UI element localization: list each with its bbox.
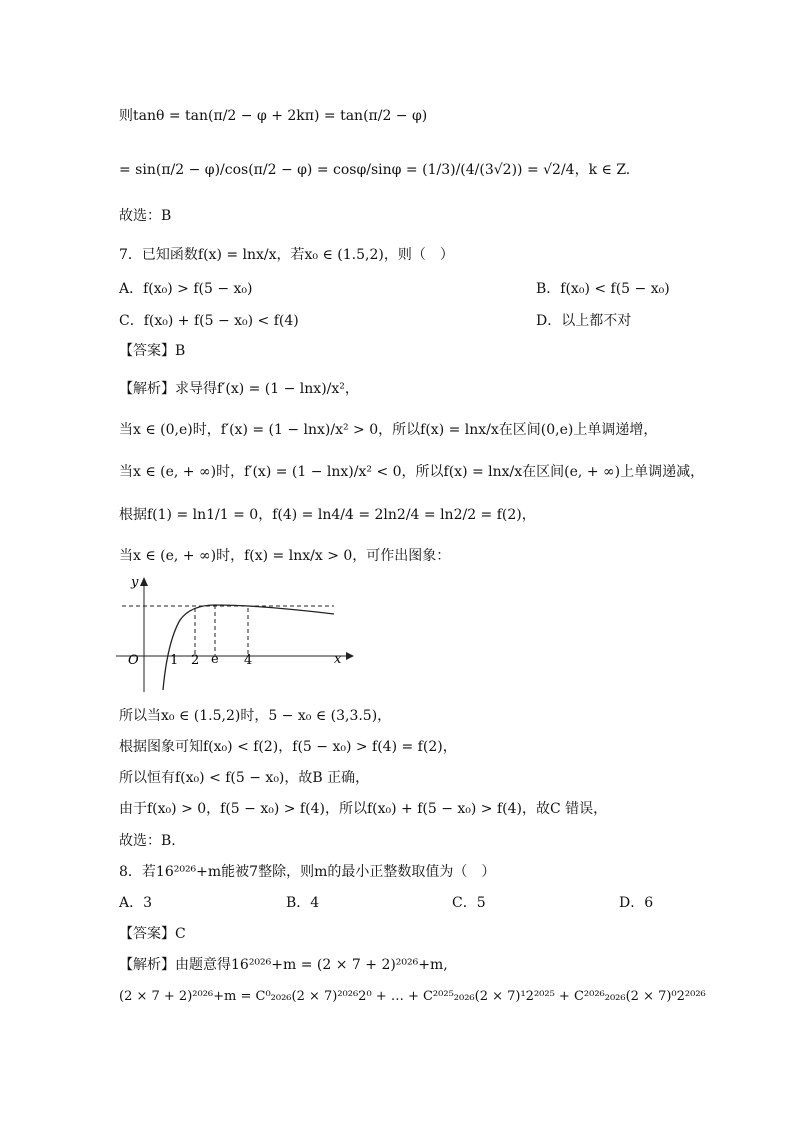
q7-option-a: A．f(x₀) > f(5 − x₀) bbox=[119, 281, 253, 297]
q7-option-d: D．以上都不对 bbox=[536, 313, 632, 329]
q7-solution-8: 所以恒有f(x₀) < f(5 − x₀)，故B 正确， bbox=[119, 770, 370, 786]
function-graph bbox=[114, 572, 354, 697]
q7-option-c: C．f(x₀) + f(5 − x₀) < f(4) bbox=[119, 313, 299, 329]
tick-label-2: 2 bbox=[191, 653, 200, 668]
q7-solution-5: 当x ∈ (e, + ∞)时，f(x) = lnx/x > 0，可作出图象： bbox=[119, 548, 451, 564]
question-7: 7．已知函数f(x) = lnx/x，若x₀ ∈ (1.5,2)，则（ ） bbox=[119, 247, 454, 263]
tick-label-1: 1 bbox=[170, 653, 179, 668]
x-label: x bbox=[334, 652, 342, 667]
q7-solution-4: 根据f(1) = ln1/1 = 0，f(4) = ln4/4 = 2ln2/4 = ln2/2 = f(2)， bbox=[119, 507, 536, 523]
q8-option-a: A．3 bbox=[119, 895, 153, 911]
q8-answer: 【答案】C bbox=[119, 926, 186, 942]
q8-option-c: C．5 bbox=[452, 895, 486, 911]
q8-solution-1: 【解析】由题意得16²⁰²⁶+m = (2 × 7 + 2)²⁰²⁶+m, bbox=[119, 957, 448, 973]
q7-answer: 【答案】B bbox=[119, 343, 186, 359]
y-axis-arrow bbox=[140, 577, 148, 586]
q7-solution-1: 【解析】求导得f′(x) = (1 − lnx)/x²， bbox=[119, 381, 359, 397]
tick-label-e: e bbox=[211, 652, 219, 667]
q8-option-b: B．4 bbox=[286, 895, 320, 911]
line-tan-theta: 则tanθ = tan(π/2 − φ + 2kπ) = tan(π/2 − φ) bbox=[119, 108, 428, 124]
q7-solution-2: 当x ∈ (0,e)时，f′(x) = (1 − lnx)/x² > 0，所以f(x) = lnx/x在区间(0,e)上单调递增， bbox=[119, 422, 658, 438]
x-axis-arrow bbox=[346, 652, 354, 660]
q8-option-d: D．6 bbox=[619, 895, 654, 911]
q7-solution-6: 所以当x₀ ∈ (1.5,2)时，5 − x₀ ∈ (3,3.5)， bbox=[119, 708, 392, 724]
y-label: y bbox=[131, 575, 139, 590]
line-choose-b: 故选：B bbox=[119, 208, 172, 224]
line-tan-fraction: = sin(π/2 − φ)/cos(π/2 − φ) = cosφ/sinφ = (1/3)/(4/(3√2)) = √2/4，k ∈ Z. bbox=[119, 162, 631, 178]
q7-solution-10: 故选：B. bbox=[119, 833, 176, 849]
q7-solution-7: 根据图象可知f(x₀) < f(2)，f(5 − x₀) > f(4) = f(2)， bbox=[119, 739, 457, 755]
q7-solution-9: 由于f(x₀) > 0，f(5 − x₀) > f(4)，所以f(x₀) + f(5 − x₀) > f(4)，故C 错误， bbox=[119, 801, 608, 817]
tick-label-4: 4 bbox=[244, 653, 253, 668]
q7-solution-3: 当x ∈ (e, + ∞)时，f′(x) = (1 − lnx)/x² < 0，所以f(x) = lnx/x在区间(e, + ∞)上单调递减， bbox=[119, 464, 705, 480]
q7-option-b: B．f(x₀) < f(5 − x₀) bbox=[536, 281, 670, 297]
origin-label: O bbox=[128, 653, 139, 668]
question-8: 8．若16²⁰²⁶+m能被7整除，则m的最小正整数取值为（ ） bbox=[119, 864, 496, 880]
q8-solution-2: (2 × 7 + 2)²⁰²⁶+m = C⁰₂₀₂₆(2 × 7)²⁰²⁶2⁰ + … + C²⁰²⁵₂₀₂₆(2 × 7)¹2²⁰²⁵ + C²⁰²⁶₂₀₂₆(2 × 7)⁰2²⁰²⁶ bbox=[119, 989, 706, 1004]
